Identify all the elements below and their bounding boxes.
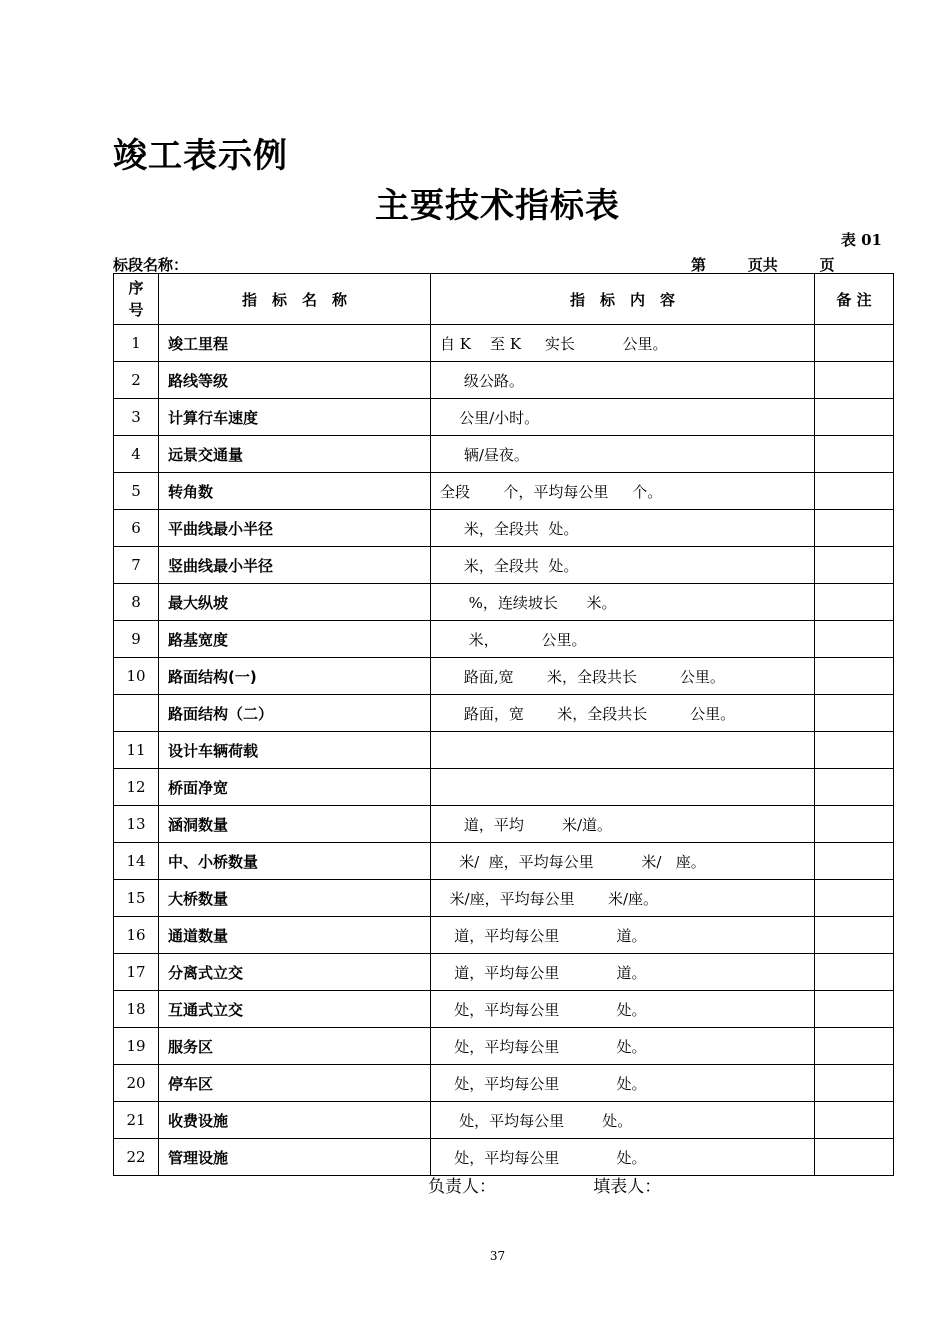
table-row xyxy=(114,806,894,843)
row-note xyxy=(815,1102,894,1139)
row-number: 8 xyxy=(114,584,159,621)
row-note xyxy=(815,954,894,991)
table-row xyxy=(114,325,894,362)
row-number: 3 xyxy=(114,399,159,436)
table-row xyxy=(114,473,894,510)
header-no: 序 号 xyxy=(114,274,159,325)
row-number xyxy=(114,695,159,732)
indicator-content: 全段 个，平均每公里 个。 xyxy=(431,473,815,510)
indicator-content: 辆/昼夜。 xyxy=(431,436,815,473)
table-header-row xyxy=(114,274,894,325)
page-number: 37 xyxy=(489,1249,506,1263)
indicator-name: 转角数 xyxy=(159,473,431,510)
row-number: 6 xyxy=(114,510,159,547)
indicator-content: 米， 公里。 xyxy=(431,621,815,658)
row-note xyxy=(815,325,894,362)
row-number: 16 xyxy=(114,917,159,954)
table-row xyxy=(114,769,894,806)
header-content: 指 标 内 容 xyxy=(431,274,815,325)
row-number: 12 xyxy=(114,769,159,806)
row-number: 21 xyxy=(114,1102,159,1139)
row-number: 10 xyxy=(114,658,159,695)
indicator-content: 处，平均每公里 处。 xyxy=(431,1065,815,1102)
row-note xyxy=(815,880,894,917)
row-number: 2 xyxy=(114,362,159,399)
row-note xyxy=(815,1139,894,1176)
row-number: 11 xyxy=(114,732,159,769)
indicator-name: 中、小桥数量 xyxy=(159,843,431,880)
indicator-name: 收费设施 xyxy=(159,1102,431,1139)
indicator-name: 互通式立交 xyxy=(159,991,431,1028)
indicator-content: 自 K 至 K 实长 公里。 xyxy=(431,325,815,362)
table-row xyxy=(114,362,894,399)
indicator-content xyxy=(431,732,815,769)
table-row xyxy=(114,1065,894,1102)
row-number: 18 xyxy=(114,991,159,1028)
table-row xyxy=(114,880,894,917)
table-row xyxy=(114,547,894,584)
indicator-name: 分离式立交 xyxy=(159,954,431,991)
indicator-content: 路面,宽 米，全段共长 公里。 xyxy=(431,658,815,695)
row-note xyxy=(815,547,894,584)
indicator-name: 最大纵坡 xyxy=(159,584,431,621)
table-row xyxy=(114,732,894,769)
indicator-content: 米，全段共 处。 xyxy=(431,547,815,584)
row-note xyxy=(815,1028,894,1065)
indicator-content: 米/座，平均每公里 米/座。 xyxy=(431,880,815,917)
table-row xyxy=(114,658,894,695)
indicator-name: 计算行车速度 xyxy=(159,399,431,436)
indicator-name: 涵洞数量 xyxy=(159,806,431,843)
page-info: 第 页共 页 xyxy=(691,256,835,274)
indicator-name: 路基宽度 xyxy=(159,621,431,658)
indicator-name: 平曲线最小半径 xyxy=(159,510,431,547)
row-number: 7 xyxy=(114,547,159,584)
indicator-content: 米/ 座，平均每公里 米/ 座。 xyxy=(431,843,815,880)
indicator-content: 米，全段共 处。 xyxy=(431,510,815,547)
row-note xyxy=(815,584,894,621)
table-row xyxy=(114,1139,894,1176)
row-note xyxy=(815,399,894,436)
header-note: 备 注 xyxy=(815,274,894,325)
table-row xyxy=(114,843,894,880)
indicator-content: 路面，宽 米，全段共长 公里。 xyxy=(431,695,815,732)
table-row xyxy=(114,1028,894,1065)
table-row xyxy=(114,399,894,436)
row-note xyxy=(815,917,894,954)
indicator-content xyxy=(431,769,815,806)
indicator-name: 路线等级 xyxy=(159,362,431,399)
indicator-content: 处，平均每公里 处。 xyxy=(431,1028,815,1065)
row-note xyxy=(815,658,894,695)
table-number: 表 01 xyxy=(840,231,882,249)
table-row xyxy=(114,510,894,547)
row-number: 5 xyxy=(114,473,159,510)
indicator-content: %，连续坡长 米。 xyxy=(431,584,815,621)
row-note xyxy=(815,991,894,1028)
indicator-name: 远景交通量 xyxy=(159,436,431,473)
row-note xyxy=(815,732,894,769)
table-row xyxy=(114,917,894,954)
row-note xyxy=(815,510,894,547)
row-note xyxy=(815,1065,894,1102)
table-row xyxy=(114,1102,894,1139)
indicator-name: 路面结构（二） xyxy=(159,695,431,732)
row-number: 17 xyxy=(114,954,159,991)
indicator-name: 大桥数量 xyxy=(159,880,431,917)
header-name: 指 标 名 称 xyxy=(159,274,431,325)
table-row xyxy=(114,584,894,621)
indicator-name: 竣工里程 xyxy=(159,325,431,362)
row-number: 15 xyxy=(114,880,159,917)
indicator-name: 设计车辆荷载 xyxy=(159,732,431,769)
row-number: 13 xyxy=(114,806,159,843)
table-row xyxy=(114,695,894,732)
indicator-content: 道，平均每公里 道。 xyxy=(431,954,815,991)
indicator-content: 处，平均每公里 处。 xyxy=(431,991,815,1028)
row-number: 20 xyxy=(114,1065,159,1102)
table-title: 主要技术指标表 xyxy=(375,186,620,226)
indicator-content: 级公路。 xyxy=(431,362,815,399)
row-note xyxy=(815,436,894,473)
indicator-name: 通道数量 xyxy=(159,917,431,954)
row-number: 4 xyxy=(114,436,159,473)
indicator-content: 处，平均每公里 处。 xyxy=(431,1102,815,1139)
table-row xyxy=(114,991,894,1028)
indicator-name: 竖曲线最小半径 xyxy=(159,547,431,584)
row-number: 9 xyxy=(114,621,159,658)
document-heading: 竣工表示例 xyxy=(113,136,288,176)
indicator-name: 管理设施 xyxy=(159,1139,431,1176)
row-number: 19 xyxy=(114,1028,159,1065)
row-note xyxy=(815,769,894,806)
indicator-content: 道，平均 米/道。 xyxy=(431,806,815,843)
row-note xyxy=(815,806,894,843)
row-number: 14 xyxy=(114,843,159,880)
row-note xyxy=(815,695,894,732)
signature-line: 负责人： 填表人： xyxy=(428,1177,662,1197)
table-row xyxy=(114,954,894,991)
row-note xyxy=(815,362,894,399)
table-row xyxy=(114,621,894,658)
indicator-content: 道，平均每公里 道。 xyxy=(431,917,815,954)
indicator-name: 服务区 xyxy=(159,1028,431,1065)
row-note xyxy=(815,621,894,658)
indicator-name: 桥面净宽 xyxy=(159,769,431,806)
indicator-content: 处，平均每公里 处。 xyxy=(431,1139,815,1176)
indicator-name: 路面结构(一) xyxy=(159,658,431,695)
row-number: 22 xyxy=(114,1139,159,1176)
indicator-name: 停车区 xyxy=(159,1065,431,1102)
section-name-label: 标段名称： xyxy=(113,256,189,274)
table-row xyxy=(114,436,894,473)
indicator-table xyxy=(113,273,894,1176)
row-number: 1 xyxy=(114,325,159,362)
indicator-content: 公里/小时。 xyxy=(431,399,815,436)
row-note xyxy=(815,843,894,880)
row-note xyxy=(815,473,894,510)
